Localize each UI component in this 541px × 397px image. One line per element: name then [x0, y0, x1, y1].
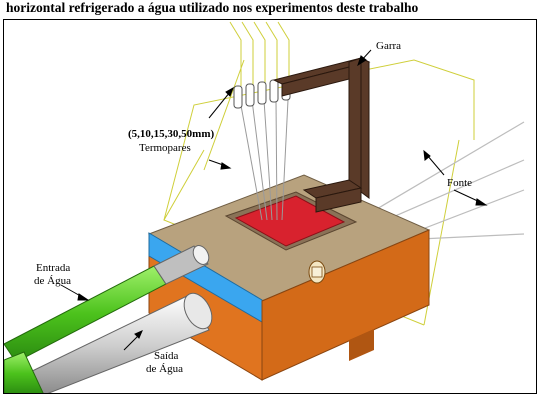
diagram-frame: [3, 19, 537, 394]
mold-block: [149, 175, 429, 380]
clamp-label: Garra: [376, 40, 402, 52]
water-outlet-label-line1: Saída: [154, 350, 179, 362]
source-label: Fonte: [447, 177, 473, 189]
thermocouples-label: Termopares: [139, 142, 191, 154]
water-inlet-label-line2: de Água: [34, 275, 71, 287]
figure-caption: horizontal refrigerado a água utilizado nos experimentos deste trabalho: [6, 0, 419, 15]
water-inlet-label-line1: Entrada: [36, 262, 71, 274]
water-outlet-label-line2: de Água: [146, 363, 183, 375]
apparatus-diagram: [4, 20, 537, 394]
positions-label: (5,10,15,30,50mm): [128, 128, 215, 140]
